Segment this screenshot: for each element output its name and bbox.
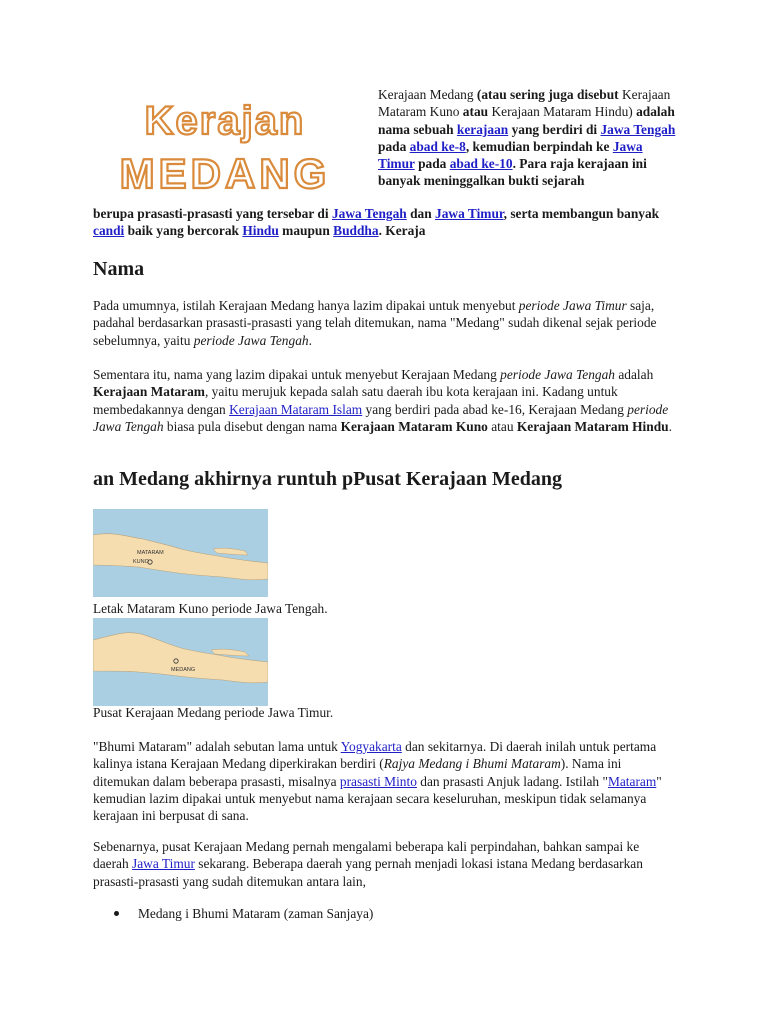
link-abad-ke-8[interactable]: abad ke-8 <box>409 138 466 154</box>
paragraph-nama-1 <box>93 297 678 349</box>
map1-label-kuno: KUNO <box>133 559 149 565</box>
link-jawa-tengah[interactable]: Jawa Tengah <box>600 121 676 137</box>
text: adalah <box>614 367 654 382</box>
heading-runtuh: an Medang akhirnya runtuh pPusat Kerajaan Medang <box>93 468 562 490</box>
link-abad-ke-10[interactable]: abad ke-10 <box>449 156 513 172</box>
list-item-text: Medang i Bhumi Mataram (zaman Sanjaya) <box>138 906 374 921</box>
intro-text: Kerajaan Mataram Hindu) <box>488 104 637 120</box>
paragraph-perpindahan <box>93 838 678 890</box>
link-yogyakarta[interactable]: Yogyakarta <box>340 739 402 754</box>
text: dan sekitarnya. Di daerah inilah untuk pertama kalinya istana Kerajaan Medang diperkirakan berdiri ( <box>93 739 657 772</box>
intro-bold: yang berdiri di <box>508 121 601 137</box>
link-prasasti-minto[interactable]: prasasti Minto <box>339 773 417 789</box>
text: Pada umumnya, istilah Kerajaan Medang hanya lazim dipakai untuk menyebut <box>93 298 519 313</box>
intro-paragraph-top <box>378 86 678 190</box>
link-buddha[interactable]: Buddha <box>333 223 379 239</box>
intro-bold: pada <box>414 156 450 172</box>
logo-line1: Kerajan <box>144 99 306 143</box>
intro-bold: . Para raja kerajaan ini banyak meninggalkan bukti sejarah <box>378 156 647 189</box>
intro-bold: baik yang bercorak <box>124 223 243 239</box>
intro-bold: (atau sering juga disebut <box>476 87 619 102</box>
text: Sebenarnya, pusat Kerajaan Medang pernah mengalami beberapa kali perpindahan, bahkan sampai ke daerah <box>93 839 640 872</box>
caption-map-2: Pusat Kerajaan Medang periode Jawa Timur. <box>93 705 334 720</box>
link-jawa-timur[interactable]: Jawa Timur <box>378 138 643 172</box>
link-kerajaan[interactable]: kerajaan <box>456 121 509 137</box>
link-jawa-tengah-2[interactable]: Jawa Tengah <box>331 206 407 221</box>
map1-label-mataram: MATARAM <box>137 550 164 556</box>
bold-text: Kerajaan Mataram Hindu <box>516 418 669 434</box>
text: yang berdiri pada abad ke-16, Kerajaan Medang <box>362 401 628 417</box>
text: ). Nama ini ditemukan dalam beberapa prasasti, misalnya <box>93 756 622 789</box>
link-hindu[interactable]: Hindu <box>242 223 279 239</box>
map2-label-medang: MEDANG <box>171 667 196 673</box>
text: sekarang. Beberapa daerah yang pernah menjadi lokasi istana Medang berdasarkan prasasti-prasasti yang sudah ditemukan antara lain, <box>93 856 643 889</box>
italic-text: periode Jawa Timur <box>518 298 627 313</box>
link-kerajaan-mataram-islam[interactable]: Kerajaan Mataram Islam <box>229 401 363 417</box>
link-candi[interactable]: candi <box>93 223 125 239</box>
intro-bold: atau <box>462 104 489 120</box>
paragraph-nama-2 <box>93 366 678 435</box>
italic-text: periode Jawa Tengah <box>500 367 615 382</box>
text: atau <box>487 418 517 434</box>
intro-bold: . Keraja <box>378 223 426 239</box>
italic-text: Rajya Medang i Bhumi Mataram <box>383 756 561 772</box>
heading-nama: Nama <box>93 258 145 280</box>
text: . <box>308 332 312 348</box>
intro-bold: , serta membangun banyak <box>503 206 660 221</box>
italic-text: periode Jawa Tengah <box>93 401 669 434</box>
text: saja, padahal berdasarkan prasasti-prasasti yang telah ditemukan, nama "Medang" sudah dikenal sejak periode sebelumnya, yaitu <box>93 298 657 348</box>
intro-bold: maupun <box>278 223 334 239</box>
intro-bold: dan <box>406 206 436 221</box>
text: , yaitu merujuk kepada salah satu daerah ibu kota kerajaan ini. Kadang untuk membedakannya dengan <box>93 384 618 417</box>
logo-line2: MEDANG <box>119 150 331 197</box>
list-item <box>114 906 373 922</box>
bold-text: Kerajaan Mataram Kuno <box>340 418 488 434</box>
map-medang <box>93 618 268 706</box>
intro-text: Kerajaan Mataram Kuno <box>378 87 671 120</box>
text: dan prasasti Anjuk ladang. Istilah " <box>416 773 608 789</box>
intro-bold: , kemudian berpindah ke <box>465 138 613 154</box>
bold-text: Kerajaan Mataram <box>93 384 205 400</box>
intro-bold: berupa prasasti-prasasti yang tersebar di <box>93 206 332 221</box>
text: biasa pula disebut dengan nama <box>163 418 341 434</box>
kerajan-medang-logo <box>114 92 336 200</box>
link-jawa-timur-3[interactable]: Jawa Timur <box>132 856 195 872</box>
intro-bold: adalah nama sebuah <box>378 104 675 137</box>
map-mataram-kuno <box>93 509 268 597</box>
text: Sementara itu, nama yang lazim dipakai untuk menyebut Kerajaan Medang <box>93 367 501 382</box>
text: . <box>668 418 672 434</box>
italic-text: periode Jawa Tengah <box>193 332 309 348</box>
text: " kemudian lazim dipakai untuk menyebut nama kerajaan secara keseluruhan, meskipun tidak selamanya kerajaan ini berpusat di sana. <box>93 773 662 824</box>
intro-paragraph-bottom <box>93 205 678 240</box>
intro-bold: pada <box>378 138 410 154</box>
bullet-icon <box>114 911 119 916</box>
link-jawa-timur-2[interactable]: Jawa Timur <box>435 206 504 221</box>
paragraph-bhumi-mataram <box>93 738 678 824</box>
intro-text: Kerajaan Medang <box>378 87 477 102</box>
text: "Bhumi Mataram" adalah sebutan lama untuk <box>93 739 341 754</box>
link-mataram[interactable]: Mataram <box>607 773 657 789</box>
caption-map-1: Letak Mataram Kuno periode Jawa Tengah. <box>93 601 328 616</box>
